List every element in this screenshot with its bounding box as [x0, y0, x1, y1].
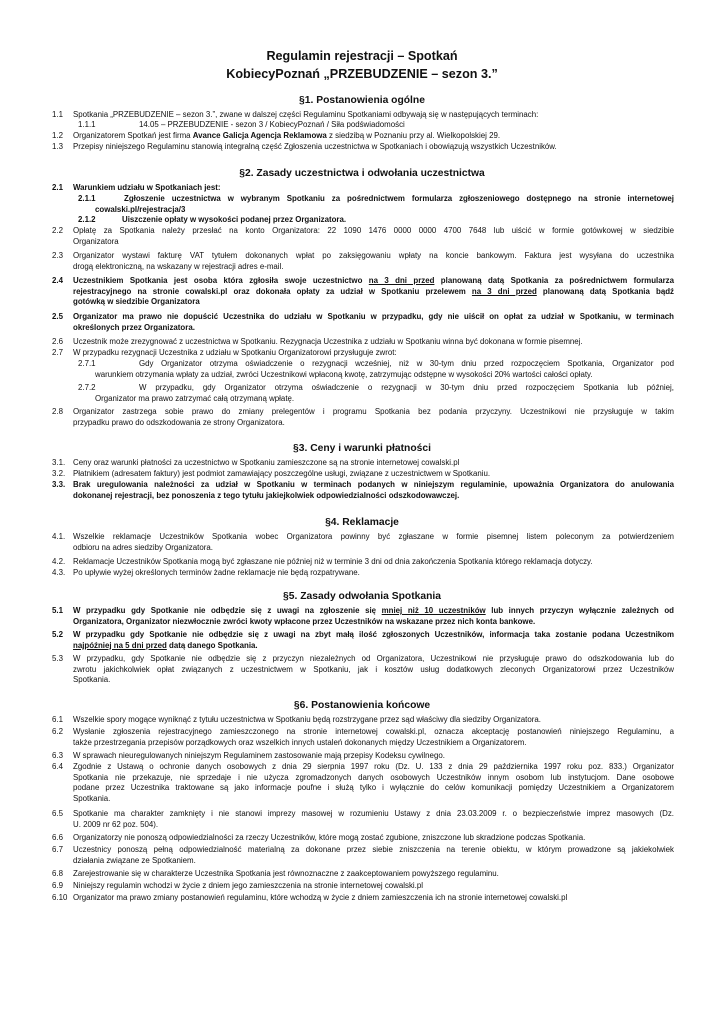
- paragraph-line: Spotkania nie przekazuje, nie sprzedaje i nie użycza zgromadzonych danych osobowych Uczestników innym osobom lub instytucjom. Dane osobowe: [73, 772, 674, 782]
- paragraph-number: 6.4: [52, 762, 63, 771]
- paragraph-text: W sprawach nieuregulowanych niniejszym Regulaminem zastosowanie mają przepisy Kodeksu cywilnego.: [73, 751, 445, 760]
- paragraph-line: także przestrzegania przepisów porządkowych oraz wszelkich innych ustaleń dokonanych między Uczestnikiem a Organizatorem.: [73, 737, 527, 747]
- paragraph-number: 6.2: [52, 727, 63, 736]
- paragraph-line: Brak uregulowania należności za udział w Spotkaniu w terminach podanych w niniejszym regulaminie, upoważnia Organizatora do anulowania: [73, 480, 674, 489]
- paragraph-line: Zgłoszenie uczestnictwa w wybranym Spotkaniu za pośrednictwem formularza zgłoszeniowego dostępnego na stronie internetowej: [124, 194, 674, 203]
- paragraph-line: określonych przez Organizatora.: [73, 322, 195, 332]
- document-title-line2: KobiecyPoznań „PRZEBUDZENIE – sezon 3.”: [226, 67, 498, 81]
- paragraph-line: Organizatora: [73, 236, 119, 246]
- paragraph-line: Spotkanie ma charakter zamknięty i nie stanowi imprezy masowej w rozumieniu Ustawy z dnia 23.03.2009 r. o bezpieczeństwie imprez masowych (Dz.: [73, 809, 674, 818]
- paragraph-line: dokonanej rejestracji, bez ponoszenia z tego tytułu jakiejkolwiek odpowiedzialności odszkodowawczej.: [73, 490, 460, 500]
- paragraph-line: U. 2009 nr 62 poz. 504).: [73, 819, 159, 829]
- paragraph-line: Wysłanie zgłoszenia rejestracyjnego zamieszczonego na stronie internetowej cowalski.pl, oznacza akceptację postanowień niniejszego Regulaminu, a: [73, 727, 674, 736]
- paragraph-number: 2.1: [52, 183, 63, 192]
- paragraph-text: Wszelkie spory mogące wyniknąć z tytułu uczestnictwa w Spotkaniu będą rozstrzygane przez sąd właściwy dla siedziby Organizatora.: [73, 715, 541, 724]
- paragraph-number: 5.2: [52, 630, 63, 639]
- paragraph-text: rejestracyjnego na stronie cowalski.pl oraz dokonała opłaty za udział w Spotkaniu przelewem: [73, 286, 472, 296]
- organizer-name: Avance Galicja Agencja Reklamowa: [192, 131, 327, 140]
- paragraph-text: W przypadku rezygnacji Uczestnika z udziału w Spotkaniu Organizatorowi przysługuje zwrot:: [73, 348, 397, 357]
- section-5-heading: §5. Zasady odwołania Spotkania: [283, 591, 441, 602]
- paragraph-line: Organizator zastrzega sobie prawo do zmiany prelegentów i programu Spotkania bez podania przyczyny. Uczestnikowi nie przysługuje w takim: [73, 407, 674, 416]
- paragraph-line: Gdy Organizator otrzyma oświadczenie o rezygnacji wcześniej, niż w 30-tym dniu przed rozpoczęciem Spotkania, Organizator pod: [139, 359, 674, 368]
- paragraph-line: drogą elektroniczną, na wskazany w rejestracji adres e-mail.: [73, 261, 284, 271]
- paragraph-line: Organizator wystawi fakturę VAT tytułem dokonanych wpłat po zaksięgowaniu wpłaty na koncie bankowym. Faktura jest wysyłana do uczestnika: [73, 251, 674, 260]
- paragraph-number: 6.3: [52, 751, 63, 760]
- paragraph-number: 3.1.: [52, 458, 66, 467]
- paragraph-text: datą danego Spotkania.: [166, 640, 258, 650]
- paragraph-text: W przypadku gdy Spotkanie nie odbędzie się z uwagi na zgłoszenie się: [73, 606, 382, 615]
- paragraph-text: planowaną datą Spotkania bądź: [536, 286, 674, 296]
- paragraph-number: 1.2: [52, 131, 63, 140]
- deadline-underlined: najpóźniej na 5 dni przed: [73, 640, 167, 650]
- paragraph-text: Organizatorem Spotkań jest firma: [73, 131, 193, 140]
- paragraph-line: gotówką w siedzibie Organizatora: [73, 297, 200, 307]
- paragraph-number: 1.1.1: [78, 120, 96, 129]
- paragraph-number: 2.3: [52, 251, 63, 260]
- deadline-underlined: na 3 dni przed: [471, 286, 537, 296]
- paragraph-line: Zgodnie z Ustawą o ochronie danych osobowych z dnia 29 sierpnia 1997 roku (Dz. U. 133 z dnia 29 października 1997 roku poz. 833.) Organizator: [73, 762, 674, 771]
- paragraph-text: Po upływie wyżej określonych terminów żadne reklamacje nie będą rozpatrywane.: [73, 568, 360, 577]
- deadline-underlined: na 3 dni przed: [368, 276, 435, 285]
- paragraph-number: 2.5: [52, 312, 63, 321]
- paragraph-number: 2.6: [52, 337, 63, 346]
- paragraph-line: Organizator ma prawo nie dopuścić Uczestnika do udziału w Spotkaniu w przypadku, gdy nie uiścił on opłat za udział w Spotkaniu, w terminach: [73, 312, 674, 321]
- paragraph-line: zwrotu jakichkolwiek opłat związanych z uczestnictwem w Spotkaniu, jak i kosztów usług dodatkowych zleconych Organizatorowi przez Uczestników: [73, 664, 674, 674]
- paragraph-number: 6.6: [52, 833, 63, 842]
- paragraph-text: z siedzibą w Poznaniu przy al. Wielkopolskiej 29.: [326, 131, 501, 140]
- paragraph-text: Przepisy niniejszego Regulaminu stanowią integralną część Zgłoszenia uczestnictwa w Spotkaniach i obowiązują wszystkich Uczestników.: [73, 142, 557, 151]
- paragraph-line: W przypadku, gdy Spotkanie nie odbędzie się z przyczyn niezależnych od Organizatora, Uczestnikowi nie przysługuje prawo do odszkodowania lub do: [73, 654, 674, 663]
- paragraph-text: planowaną datą Spotkania za pośrednictwem formularza: [434, 276, 674, 285]
- paragraph-number: 6.8: [52, 869, 63, 878]
- paragraph-number: 4.1.: [52, 532, 66, 541]
- document-title-line1: Regulamin rejestracji – Spotkań: [266, 49, 458, 63]
- registration-url: cowalski.pl/rejestracja/3: [95, 204, 186, 214]
- section-2-heading: §2. Zasady uczestnictwa i odwołania uczestnictwa: [239, 168, 485, 179]
- paragraph-number: 1.1: [52, 110, 63, 119]
- paragraph-line: Spotkania.: [73, 675, 111, 685]
- paragraph-text: Organizator ma prawo zmiany postanowień regulaminu, które wchodzą w życie z dniem zamieszczenia ich na stronie internetowej cowalski.pl: [73, 893, 568, 902]
- paragraph-number: 5.3: [52, 654, 63, 663]
- paragraph-line: odbioru na adres siedziby Organizatora.: [73, 542, 213, 552]
- paragraph-line: Opłatę za Spotkania należy przesłać na konto Organizatora: 22 1090 1476 0000 0000 4700 7648 lub uiścić w formie gotówkowej w siedzibie: [73, 226, 674, 235]
- paragraph-text: lub innych przyczyn wyłącznie zależnych od: [485, 606, 674, 615]
- paragraph-number: 2.8: [52, 407, 63, 416]
- paragraph-line: podane przez Uczestnika traktowane są jako informacje poufne i służą tylko i wyłącznie do celów komunikacji pomiędzy Uczestnikiem a Organizatorem: [73, 783, 674, 793]
- paragraph-number: 4.2.: [52, 557, 66, 566]
- paragraph-number: 2.4: [52, 276, 63, 285]
- paragraph-number: 3.3.: [52, 480, 66, 489]
- paragraph-number: 2.1.1: [78, 194, 96, 203]
- paragraph-number: 2.1.2: [78, 215, 96, 224]
- paragraph-number: 6.7: [52, 845, 63, 854]
- paragraph-line: Spotkania.: [73, 793, 111, 803]
- paragraph-line: W przypadku, gdy Organizator otrzyma oświadczenie o rezygnacji w 30-tym dniu przed rozpoczęciem Spotkania lub później,: [139, 383, 674, 392]
- paragraph-number: 1.3: [52, 142, 63, 151]
- paragraph-line: Uczestnicy ponoszą pełną odpowiedzialność materialną za dokonane przez siebie zniszczenia na terenie obiektu, w którym prowadzone są jakiekolwiek: [73, 845, 674, 854]
- paragraph-number: 6.10: [52, 893, 68, 902]
- paragraph-number: 6.5: [52, 809, 63, 818]
- paragraph-text: 14.05 – PRZEBUDZENIE - sezon 3 / KobiecyPoznań / Siła podświadomości: [139, 120, 405, 129]
- section-3-heading: §3. Ceny i warunki płatności: [293, 443, 431, 454]
- paragraph-line: W przypadku gdy Spotkanie nie odbędzie się z uwagi na zbyt małą ilość zgłoszonych Uczestników, informacja taka zostanie podana Uczestnikom: [73, 630, 674, 639]
- paragraph-text: Uiszczenie opłaty w wysokości podanej przez Organizatora.: [122, 215, 347, 224]
- paragraph-text: Płatnikiem (adresatem faktury) jest podmiot zamawiający poszczególne usługi, związane z uczestnictwem w Spotkaniu.: [73, 469, 491, 478]
- paragraph-number: 4.3.: [52, 568, 66, 577]
- paragraph-text: [124, 194, 674, 205]
- paragraph-text: Ceny oraz warunki płatności za uczestnictwo w Spotkaniu zamieszczone są na stronie internetowej cowalski.pl: [73, 458, 460, 467]
- minimum-participants-underlined: mniej niż 10 uczestników: [381, 606, 486, 615]
- paragraph-line: przypadku prawo do odszkodowania ze strony Organizatora.: [73, 417, 285, 427]
- section-4-heading: §4. Reklamacje: [325, 517, 399, 528]
- paragraph-line: warunkiem otrzymania wpłaty za udział, zwróci Uczestnikowi wpłaconą kwotę, zatrzymując odstępne w wysokości 20% wartości całości opłaty.: [95, 369, 593, 379]
- paragraph-number: 3.2.: [52, 469, 66, 478]
- paragraph-number: 6.1: [52, 715, 63, 724]
- paragraph-text: Spotkania „PRZEBUDZENIE – sezon 3.”, zwane w dalszej części Regulaminu Spotkaniami odbywają się w następujących terminach:: [73, 110, 539, 119]
- paragraph-number: 5.1: [52, 606, 63, 615]
- paragraph-text: Niniejszy regulamin wchodzi w życie z dniem jego zamieszczenia na stronie internetowej cowalski.pl: [73, 881, 423, 890]
- paragraph-text: Reklamacje Uczestników Spotkania mogą być zgłaszane nie później niż w terminie 3 dni od dnia zakończenia Spotkania którego reklamacja dotyczy.: [73, 557, 593, 566]
- paragraph-line: Organizator ma prawo zatrzymać całą otrzymaną wpłatę.: [95, 393, 295, 403]
- paragraph-number: 6.9: [52, 881, 63, 890]
- section-1-heading: §1. Postanowienia ogólne: [299, 95, 425, 106]
- paragraph-number: 2.2: [52, 226, 63, 235]
- paragraph-text: Uczestnikiem Spotkania jest osoba która zgłosiła swoje uczestnictwo: [73, 276, 369, 285]
- paragraph-text: Uczestnik może zrezygnować z uczestnictwa w Spotkaniu. Rezygnacja Uczestnika z udziału w Spotkaniu winna być dokonana w formie pisemnej.: [73, 337, 583, 346]
- paragraph-line: Organizatora, Organizator niezwłocznie zwróci kwoty wpłacone przez Uczestników na wskazane przez nich konta bankowe.: [73, 616, 536, 626]
- paragraph-text: Organizatorzy nie ponoszą odpowiedzialności za rzeczy Uczestników, które mogą zostać zgubione, zniszczone lub skradzione podczas Spotkania.: [73, 833, 586, 842]
- paragraph-line: działania związane ze Spotkaniem.: [73, 855, 196, 865]
- paragraph-number: 2.7.2: [78, 383, 96, 392]
- paragraph-number: 2.7.1: [78, 359, 96, 368]
- paragraph-text: Warunkiem udziału w Spotkaniach jest:: [73, 183, 221, 192]
- paragraph-line: Wszelkie reklamacje Uczestników Spotkania wobec Organizatora powinny być zgłaszane w formie pisemnej listem poleconym za potwierdzeniem: [73, 532, 674, 541]
- section-6-heading: §6. Postanowienia końcowe: [293, 700, 431, 711]
- paragraph-number: 2.7: [52, 348, 63, 357]
- paragraph-text: Zarejestrowanie się w charakterze Uczestnika Spotkania jest równoznaczne z zaakceptowaniem powyższego regulaminu.: [73, 869, 499, 878]
